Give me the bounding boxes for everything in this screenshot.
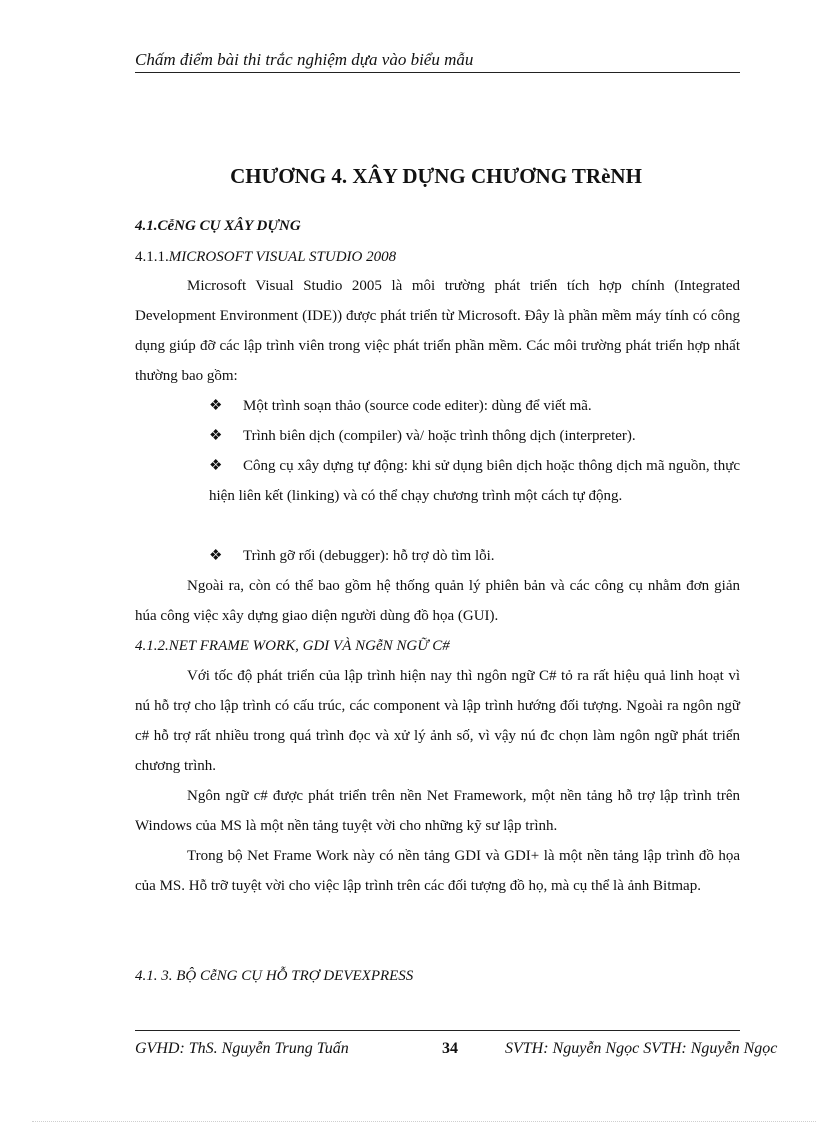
footer-divider	[135, 1030, 740, 1031]
chapter-title: CHƯƠNG 4. XÂY DỰNG CHƯƠNG TRèNH	[230, 164, 642, 188]
paragraph-version-control: Ngoài ra, còn có thể bao gồm hệ thống quản lý phiên bản và các công cụ nhằm đơn giản húa công việc xây dựng giao diện người dùng đồ họa (GUI).	[135, 578, 740, 624]
diamond-bullet-icon: ❖	[209, 458, 223, 474]
diamond-bullet-icon: ❖	[209, 548, 223, 564]
page-edge-dotted-line	[32, 1121, 816, 1122]
bullet-item-debugger	[209, 541, 740, 571]
paragraph-gdi: Trong bộ Net Frame Work này có nền tảng GDI và GDI+ là một nền tảng lập trình đồ họa của MS. Hỗ trỡ tuyệt vời cho việc lập trình trên các đối tượng đồ họ, mà cụ thể là ảnh Bitmap.	[135, 848, 740, 894]
bullet-text: Một trình soạn thảo (source code editer): dùng để viết mã.	[243, 398, 592, 414]
diamond-bullet-icon: ❖	[209, 398, 223, 414]
paragraph-csharp: Với tốc độ phát triển của lập trình hiện nay thì ngôn ngữ C# tỏ ra rất hiệu quả linh hoạt vì nú hỗ trợ cho lập trình có cấu trúc, các component và lập trình hướng đối tượng. Ngoài ra ngôn ngữ c# hỗ trợ rất nhiều trong quá trình đọc và xử lý ảnh số, vì vậy nú đc chọn làm ngôn ngữ phát triển chương trình.	[135, 668, 740, 774]
paragraph-visual-studio-intro: Microsoft Visual Studio 2005 là môi trường phát triển tích hợp chính (Integrated Development Environment (IDE)) được phát triển từ Microsoft. Đây là phần mềm máy tính có công dụng giúp đỡ các lập trình viên trong việc phát triển phần mềm. Các môi trường phát triển hợp nhất thường bao gồm:	[135, 278, 740, 384]
page-number: 34	[442, 1040, 458, 1057]
bullet-text: Công cụ xây dựng tự động: khi sử dụng biên dịch hoặc thông dịch mã nguồn, thực hiện liên kết (linking) và có thể chạy chương trình một cách tự động.	[209, 458, 740, 504]
footer-student: SVTH: Nguyễn Ngọc SVTH: Nguyễn Ngọc	[505, 1040, 778, 1057]
footer-advisor: GVHD: ThS. Nguyễn Trung Tuấn	[135, 1040, 349, 1057]
diamond-bullet-icon: ❖	[209, 428, 223, 444]
bullet-item-compiler	[209, 421, 740, 451]
bullet-text: Trình biên dịch (compiler) và/ hoặc trình thông dịch (interpreter).	[243, 428, 636, 444]
bullet-item-build-tools	[209, 451, 740, 511]
bullet-item-editor	[209, 391, 740, 421]
paragraph-net-framework: Ngôn ngữ c# được phát triển trên nền Net Framework, một nền tảng hỗ trợ lập trình trên Windows của MS là một nền tảng tuyệt vời cho những kỹ sư lập trình.	[135, 788, 740, 834]
subsection-heading-4-1-1	[135, 247, 396, 267]
subsection-title: MICROSOFT VISUAL STUDIO 2008	[168, 249, 397, 265]
section-heading-4-1: 4.1.CễNG CỤ XÂY DỰNG	[135, 218, 301, 234]
subsection-heading-4-1-3: 4.1. 3. BỘ CễNG CỤ HỖ TRỢ DEVEXPRESS	[135, 968, 414, 984]
bullet-text: Trình gỡ rối (debugger): hỗ trợ dò tìm lỗi.	[243, 548, 495, 564]
subsection-number: 4.1.1.	[135, 249, 169, 265]
running-header: Chấm điểm bài thi trắc nghiệm dựa vào biểu mẫu	[135, 49, 740, 73]
subsection-heading-4-1-2: 4.1.2.NET FRAME WORK, GDI VÀ NGễN NGỮ C#	[135, 638, 450, 654]
